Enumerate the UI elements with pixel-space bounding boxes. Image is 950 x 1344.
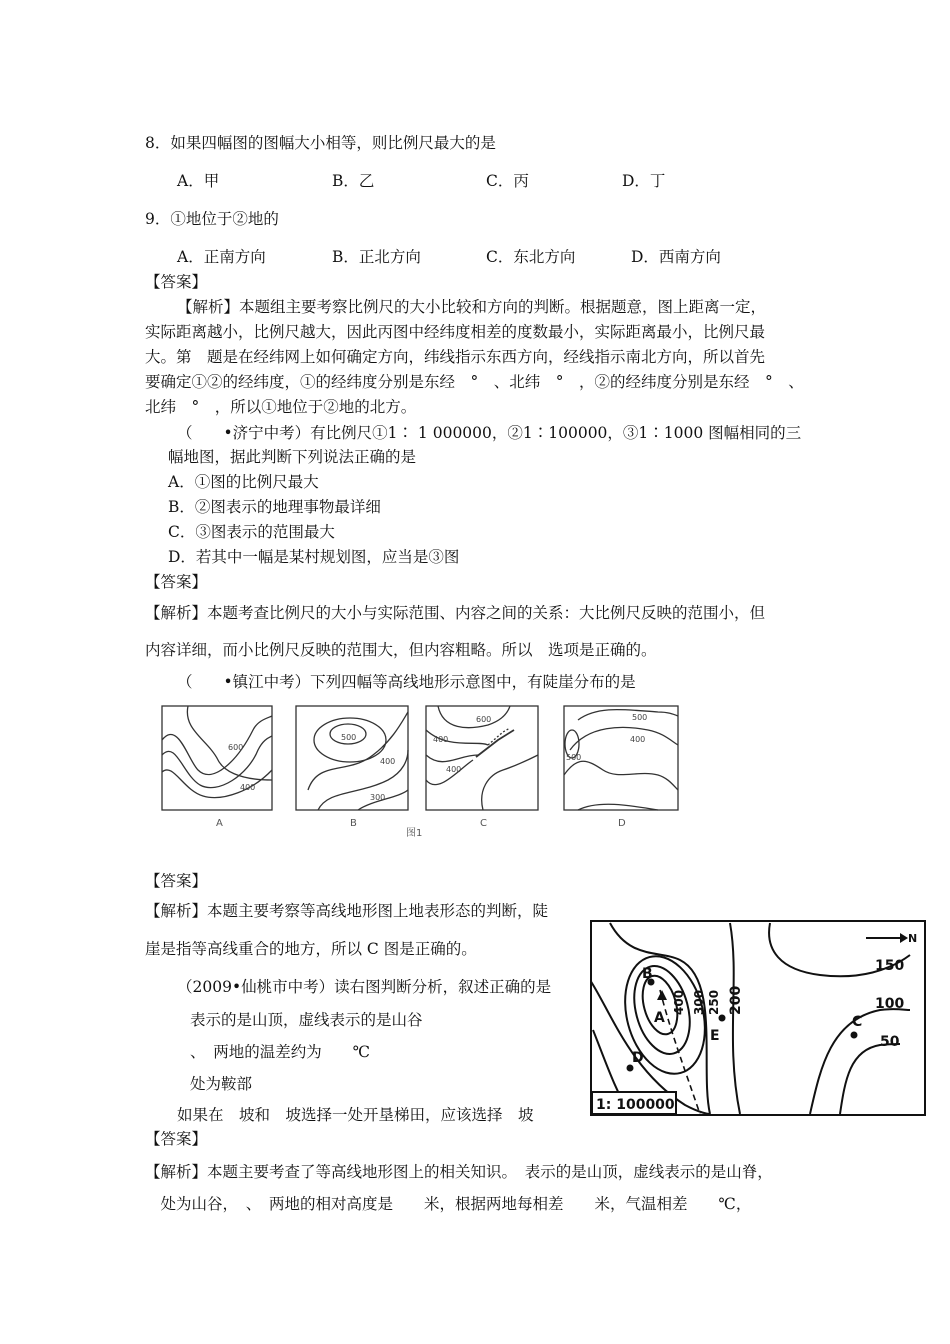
- point-b-label: B: [642, 966, 653, 982]
- panel-d-letter: D: [618, 818, 626, 829]
- panel-c-label-600: 600: [476, 715, 492, 724]
- contour-map: [590, 920, 926, 1116]
- q8-option-a: A．甲: [177, 172, 220, 190]
- q8-option-c: C．丙: [486, 172, 529, 190]
- contour-label-150: 150: [875, 958, 905, 974]
- panel-b-label-300: 300: [370, 793, 386, 802]
- panel-b-label-500: 500: [341, 733, 357, 742]
- q8-stem: 8．如果四幅图的图幅大小相等，则比例尺最大的是: [145, 134, 496, 152]
- q9-stem: 9．①地位于②地的: [145, 210, 279, 228]
- point-c-label: C: [852, 1014, 863, 1030]
- panel-b-label-400: 400: [380, 757, 396, 766]
- peak-marker-a: [657, 990, 667, 1000]
- q8-option-b: B．乙: [332, 172, 375, 190]
- q-jining-stem: 幅地图，据此判断下列说法正确的是: [168, 448, 417, 466]
- q-jining-stem: （ •济宁中考）有比例尺①1∶ 1 000000，②1∶100000，③1∶1000 图幅相同的三: [177, 424, 802, 442]
- analysis3-line: 崖是指等高线重合的地方，所以 C 图是正确的。: [145, 940, 477, 958]
- analysis4-line: 【解析】本题主要考查了等高线地形图上的相关知识。 表示的是山顶，虚线表示的是山脊，: [145, 1163, 773, 1181]
- analysis1-line: 北纬 ° ，所以①地位于②地的北方。: [145, 398, 417, 416]
- point-c-marker: [851, 1032, 858, 1039]
- panel-b-letter: B: [350, 818, 357, 829]
- q9-option-b: B．正北方向: [332, 248, 421, 266]
- point-d-label: D: [632, 1050, 644, 1066]
- q-xiantao-stem: （2009•仙桃市中考）读右图判断分析，叙述正确的是: [177, 978, 552, 996]
- analysis1-line: 【解析】本题组主要考察比例尺的大小比较和方向的判断。根据题意，图上距离一定，: [177, 298, 767, 316]
- answer-label: 【答案】: [145, 573, 208, 591]
- panel-c-letter: C: [480, 818, 487, 829]
- contour-label-200: 200: [728, 985, 744, 1015]
- analysis2-line: 内容详细，而小比例尺反映的范围大，但内容粗略。所以 选项是正确的。: [145, 641, 657, 659]
- q-xiantao-item: 、 两地的温差约为 ℃: [190, 1043, 371, 1061]
- panel-d-label-500a: 500: [632, 713, 648, 722]
- q-jining-option-b: B．②图表示的地理事物最详细: [168, 498, 381, 516]
- contour-label-300: 300: [692, 989, 706, 1015]
- analysis1-line: 要确定①②的经纬度，①的经纬度分别是东经 ° 、北纬 ° ，②的经纬度分别是东经 ° 、: [145, 373, 804, 391]
- north-label: N: [908, 932, 918, 945]
- analysis1-line: 实际距离越小，比例尺越大，因此丙图中经纬度相差的度数最小，实际距离最小，比例尺最: [145, 323, 766, 341]
- panel-a-label-600: 600: [228, 743, 244, 752]
- contour-label-100: 100: [875, 996, 905, 1012]
- panel-d-label-400: 400: [630, 735, 646, 744]
- q-xiantao-item: 处为鞍部: [190, 1075, 253, 1093]
- q-jining-option-a: A．①图的比例尺最大: [168, 473, 319, 491]
- panel-c-label-400b: 400: [446, 765, 462, 774]
- contour-label-50: 50: [880, 1034, 900, 1050]
- point-a-label: A: [654, 1010, 665, 1026]
- q9-option-c: C．东北方向: [486, 248, 576, 266]
- panel-c-label-400a: 400: [433, 735, 449, 744]
- analysis3-line: 【解析】本题主要考察等高线地形图上地表形态的判断，陡: [145, 902, 549, 920]
- analysis2-line: 【解析】本题考查比例尺的大小与实际范围、内容之间的关系：大比例尺反映的范围小，但: [145, 604, 766, 622]
- q-jining-option-d: D．若其中一幅是某村规划图，应当是③图: [168, 548, 460, 566]
- panel-a-letter: A: [216, 818, 223, 829]
- q-zhenjiang-stem: （ •镇江中考）下列四幅等高线地形示意图中，有陡崖分布的是: [177, 673, 636, 691]
- q9-option-a: A．正南方向: [177, 248, 266, 266]
- analysis4-line: 处为山谷， 、 两地的相对高度是 米，根据两地每相差 米，气温相差 ℃，: [145, 1195, 752, 1213]
- answer-label: 【答案】: [145, 1130, 208, 1148]
- panel-d-label-500b: 500: [566, 753, 582, 762]
- q-xiantao-item: 如果在 坡和 坡选择一处开垦梯田，应该选择 坡: [177, 1106, 534, 1124]
- panel-a-label-400: 400: [240, 783, 256, 792]
- figure1-contour-maps: [158, 700, 688, 840]
- scale-label: 1: 100000: [596, 1097, 675, 1113]
- q8-option-d: D．丁: [622, 172, 666, 190]
- figure1-caption: 图1: [406, 828, 423, 839]
- analysis1-line: 大。第 题是在经纬网上如何确定方向，纬线指示东西方向，经线指示南北方向，所以首先: [145, 348, 766, 366]
- north-arrow: [866, 932, 917, 945]
- point-e-label: E: [710, 1028, 720, 1044]
- contour-label-250: 250: [707, 989, 721, 1015]
- contour-label-400: 400: [672, 989, 686, 1015]
- q-jining-option-c: C．③图表示的范围最大: [168, 523, 335, 541]
- answer-label: 【答案】: [145, 872, 208, 890]
- q9-option-d: D．西南方向: [631, 248, 721, 266]
- q-xiantao-item: 表示的是山顶，虚线表示的是山谷: [190, 1011, 423, 1029]
- answer-label: 【答案】: [145, 273, 208, 291]
